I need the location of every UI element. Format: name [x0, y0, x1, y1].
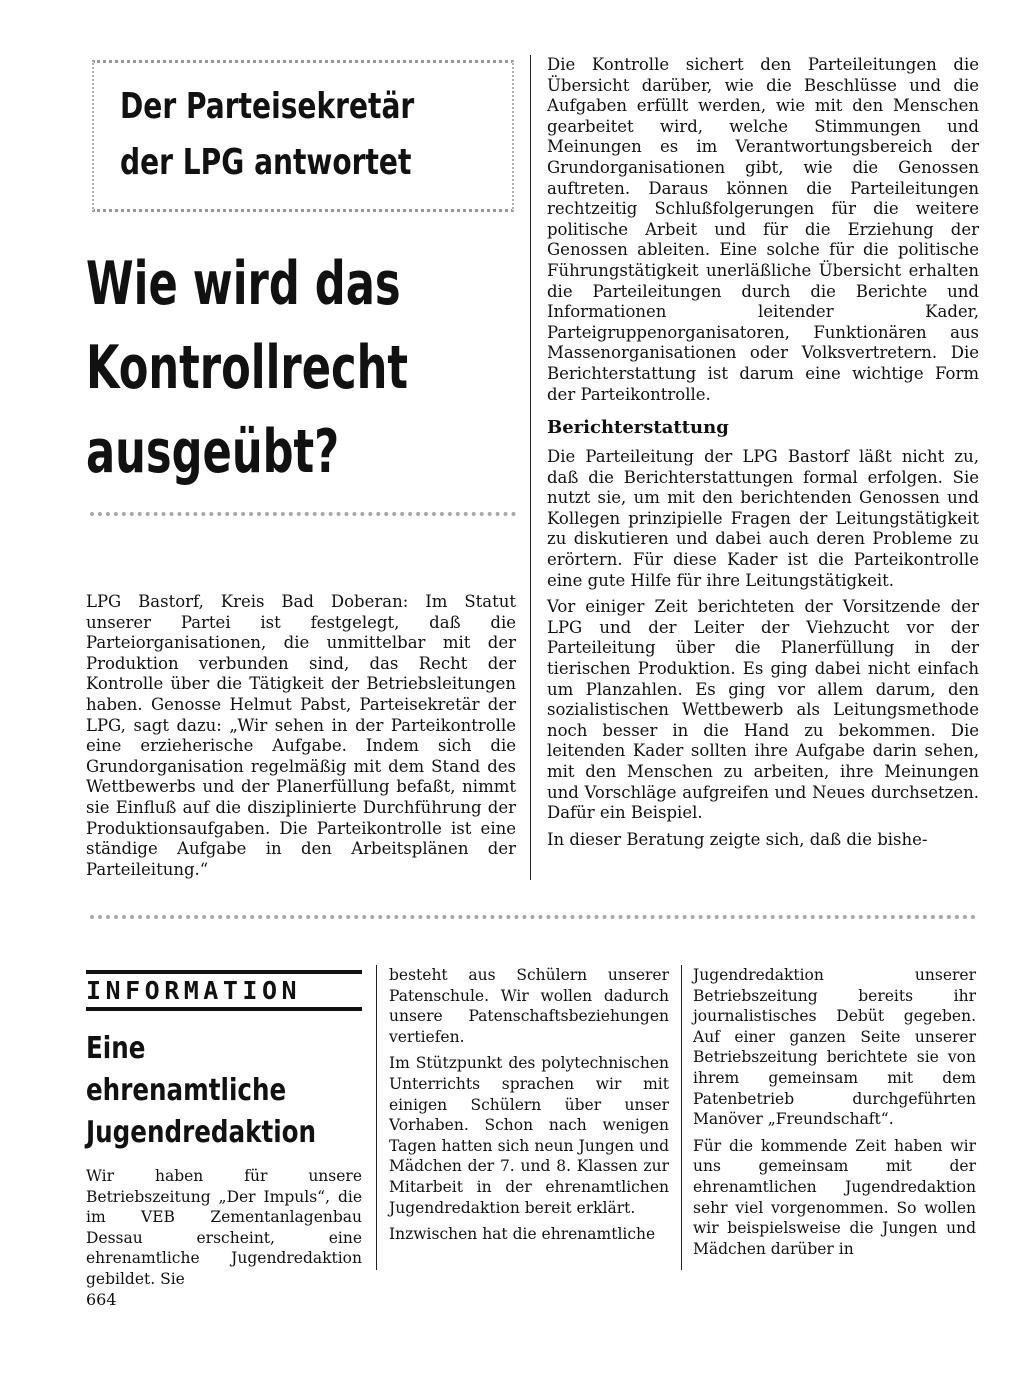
headline-line-1: Wie wird das	[86, 249, 401, 319]
subheading: Berichterstattung	[547, 417, 729, 439]
info-column-3: Jugendredaktion unserer Betriebszeitung bereits ihr journalistisches Debüt gegeben. Auf einer ganzen Seite unserer Betriebszeitung berichtete sie von ihrem gemeinsam mit dem Patenbetrieb durchgeführten Manöver „Freundschaft“. Für die kommende Zeit haben wir uns gemeinsam mit der ehrenamtlichen Jugendredaktion sehr viel vorgenommen. So wollen wir beispielsweise die Jungen und Mädchen darüber in	[693, 966, 976, 1258]
info-divider-2	[681, 965, 682, 1270]
paragraph: Vor einiger Zeit berichteten der Vorsitzende der LPG und der Leiter der Viehzucht vor der Parteileitung über die Planerfüllung in der tierischen Produktion. Es ging dabei nicht einfach um Planzahlen. Es ging vor allem darum, den sozialistischen Wettbewerb als Leitungsmethode noch besser in die Hand zu bekommen. Die leitenden Kader sollten ihre Aufgabe darin sehen, mit den Menschen zu arbeiten, ihre Meinungen und Vorschläge aufgreifen und Neues durchsetzen. Dafür ein Beispiel.	[547, 597, 979, 823]
paragraph: Die Parteileitung der LPG Bastorf läßt nicht zu, daß die Berichterstattungen formal erfolgen. Sie nutzt sie, um mit den berichtenden Genossen und Kollegen prinzipielle Fragen der Leitungstätigkeit zu diskutieren und dabei auch deren Probleme zu erörtern. Für diese Kader ist die Parteikontrolle eine gute Hilfe für ihre Leitungstätigkeit.	[547, 447, 979, 590]
intro-paragraph: LPG Bastorf, Kreis Bad Doberan: Im Statut unserer Partei ist festgelegt, daß die Parteiorganisationen, die unmittelbar mit der Produktion verbunden sind, das Recht der Kontrolle über die Tätigkeit der Betriebsleitungen haben. Genosse Helmut Pabst, Parteisekretär der LPG, sagt dazu: „Wir sehen in der Parteikontrolle eine erzieherische Aufgabe. Indem sich die Grundorganisation regelmäßig mit dem Stand des Wettbewerbs und der Planerfüllung befaßt, nimmt sie Einfluß auf die disziplinierte Durchführung der Produktionsaufgaben. Die Parteikontrolle ist eine ständige Aufgabe in den Arbeitsplänen der Parteileitung.“	[86, 592, 516, 879]
info-column-2: besteht aus Schülern unserer Patenschule. Wir wollen dadurch unsere Patenschaftsbeziehungen vertiefen. Im Stützpunkt des polytechnischen Unterrichts sprachen wir mit einigen Schülern über unser Vorhaben. Schon nach wenigen Tagen hatten sich neun Jungen und Mädchen der 7. und 8. Klassen zur Mitarbeit in der ehrenamtlichen Jugendredaktion bereit erklärt. Inzwischen hat die ehrenamtliche	[389, 966, 669, 1244]
right-column	[547, 55, 979, 850]
headline-divider	[90, 512, 516, 516]
info-title-line-1: Eine	[86, 1031, 146, 1066]
info-title-line-3: Jugendredaktion	[86, 1115, 317, 1150]
headline-line-2: Kontrollrecht	[86, 333, 409, 403]
column-divider	[530, 55, 531, 880]
info-label: INFORMATION	[86, 970, 362, 1011]
kicker-box	[92, 60, 514, 212]
info-divider-1	[376, 965, 377, 1270]
info-column-1: Wir haben für unsere Betriebszeitung „Der Impuls“, die im VEB Zementanlagenbau Dessau erscheint, eine ehrenamtliche Jugendredaktion gebildet. Sie	[86, 1167, 362, 1288]
info-title-line-2: ehrenamtliche	[86, 1073, 287, 1108]
kicker-line-2: der LPG antwortet	[120, 142, 412, 183]
paragraph: Die Kontrolle sichert den Parteileitungen die Übersicht darüber, wie die Beschlüsse und die Aufgaben erfüllt werden, wie mit den Menschen gearbeitet wird, welche Stimmungen und Meinungen es im Verantwortungsbereich der Grundorganisationen gibt, wie die Genossen auftreten. Daraus können die Parteileitungen rechtzeitig Schlußfolgerungen für die weitere politische Arbeit und für die Erziehung der Genossen ableiten. Eine solche für die politische Führungstätigkeit unerläßliche Übersicht erhalten die Parteileitungen durch die Berichte und Informationen leitender Kader, Parteigruppenorganisatoren, Funktionären aus Massenorganisationen oder Volksvertretern. Die Berichterstattung ist darum eine wichtige Form der Parteikontrolle.	[547, 55, 979, 404]
headline-line-3: ausgeübt?	[86, 417, 340, 487]
section-divider	[90, 915, 976, 919]
paragraph: In dieser Beratung zeigte sich, daß die bishe-	[547, 829, 928, 849]
page-number: 664	[86, 1290, 117, 1309]
kicker-line-1: Der Parteisekretär	[120, 86, 415, 127]
